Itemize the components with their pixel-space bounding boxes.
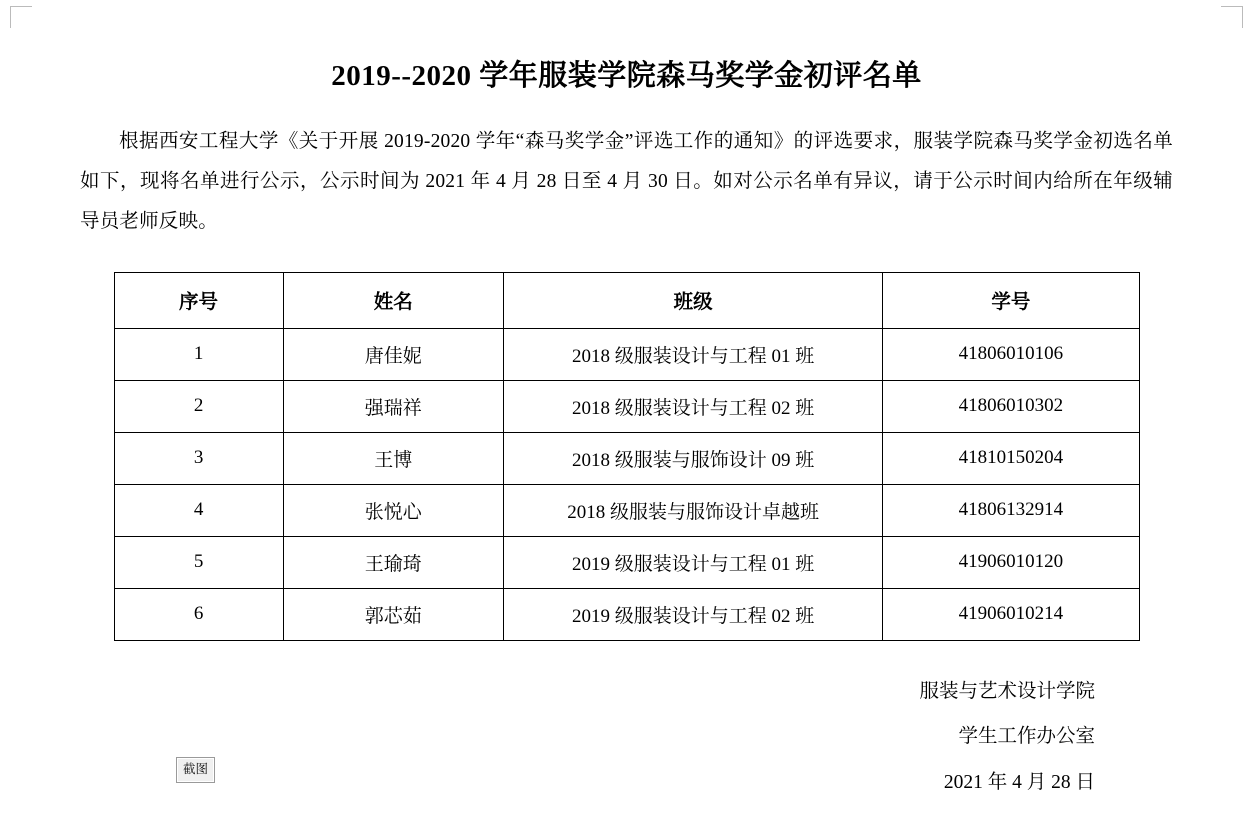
signature-date: 2021 年 4 月 28 日 — [943, 772, 1095, 794]
cell-student-id: 41806010302 — [883, 380, 1139, 432]
table-row — [114, 328, 1139, 380]
page-title: 2019--2020 学年服装学院森马奖学金初评名单 — [331, 60, 922, 92]
column-header-name: 姓名 — [283, 272, 503, 328]
cell-index: 6 — [114, 588, 283, 640]
cell-name: 王瑜琦 — [283, 536, 503, 588]
screenshot-button[interactable]: 截图 — [176, 757, 215, 783]
cell-index: 3 — [114, 432, 283, 484]
cell-class: 2019 级服装设计与工程 02 班 — [504, 588, 883, 640]
table-header-row — [114, 272, 1139, 328]
cell-class: 2018 级服装设计与工程 02 班 — [504, 380, 883, 432]
cell-name: 强瑞祥 — [283, 380, 503, 432]
table-row — [114, 484, 1139, 536]
table-row — [114, 588, 1139, 640]
cell-name: 张悦心 — [283, 484, 503, 536]
cell-student-id: 41806132914 — [883, 484, 1139, 536]
cell-index: 5 — [114, 536, 283, 588]
cell-class: 2019 级服装设计与工程 01 班 — [504, 536, 883, 588]
cell-student-id: 41906010120 — [883, 536, 1139, 588]
cell-class: 2018 级服装与服饰设计卓越班 — [504, 484, 883, 536]
column-header-index: 序号 — [114, 272, 283, 328]
cell-student-id: 41806010106 — [883, 328, 1139, 380]
cell-index: 2 — [114, 380, 283, 432]
scholarship-name-list-table — [114, 272, 1140, 641]
cell-name: 唐佳妮 — [283, 328, 503, 380]
signature-office: 学生工作办公室 — [958, 726, 1095, 748]
cell-index: 4 — [114, 484, 283, 536]
cell-index: 1 — [114, 328, 283, 380]
table-row — [114, 432, 1139, 484]
cell-name: 郭芯茹 — [283, 588, 503, 640]
cell-student-id: 41810150204 — [883, 432, 1139, 484]
announcement-paragraph: 根据西安工程大学《关于开展 2019-2020 学年“森马奖学金”评选工作的通知》的评选要求，服装学院森马奖学金初选名单如下，现将名单进行公示，公示时间为 2021 年 4 月 28 日至 4 月 30 日。如对公示名单有异议，请于公示时间内给所在年级辅导员老师反映。 — [80, 130, 1173, 232]
cell-class: 2018 级服装与服饰设计 09 班 — [504, 432, 883, 484]
cell-class: 2018 级服装设计与工程 01 班 — [504, 328, 883, 380]
cell-student-id: 41906010214 — [883, 588, 1139, 640]
cell-name: 王博 — [283, 432, 503, 484]
signature-block — [80, 669, 1173, 806]
column-header-student-id: 学号 — [883, 272, 1139, 328]
table-row — [114, 380, 1139, 432]
signature-department: 服装与艺术设计学院 — [919, 680, 1095, 702]
table-row — [114, 536, 1139, 588]
column-header-class: 班级 — [504, 272, 883, 328]
